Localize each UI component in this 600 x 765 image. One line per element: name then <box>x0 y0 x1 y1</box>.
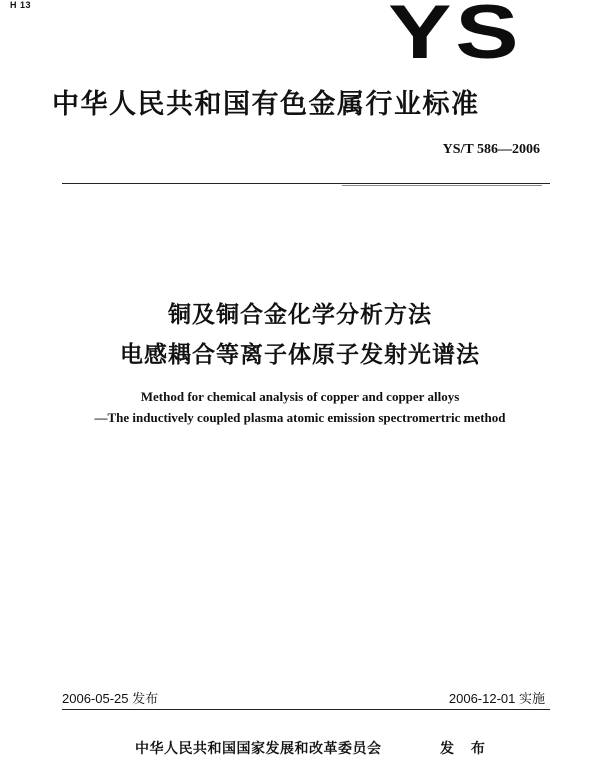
standard-number: YS/T 586—2006 <box>442 142 540 157</box>
chinese-title-line-1: 铜及铜合金化学分析方法 <box>168 302 432 328</box>
publisher: 中华人民共和国国家发展和改革委员会 <box>135 741 382 757</box>
english-title-line-1: Method for chemical analysis of copper and copper alloys <box>140 389 460 404</box>
footer-divider <box>62 709 550 710</box>
english-title-line-2: —The inductively coupled plasma atomic emission spectromertric method <box>94 410 506 425</box>
ys-logo: YS <box>387 0 522 75</box>
classification-code: H 13 <box>10 0 32 10</box>
chinese-title-line-2: 电感耦合等离子体原子发射光谱法 <box>120 342 480 368</box>
implementation-date: 2006-12-01 实施 <box>448 691 545 706</box>
publish-label: 发 布 <box>440 741 491 757</box>
header-divider <box>62 183 550 184</box>
issue-date: 2006-05-25 发布 <box>62 691 159 706</box>
industry-standard-title: 中华人民共和国有色金属行业标准 <box>52 89 480 120</box>
